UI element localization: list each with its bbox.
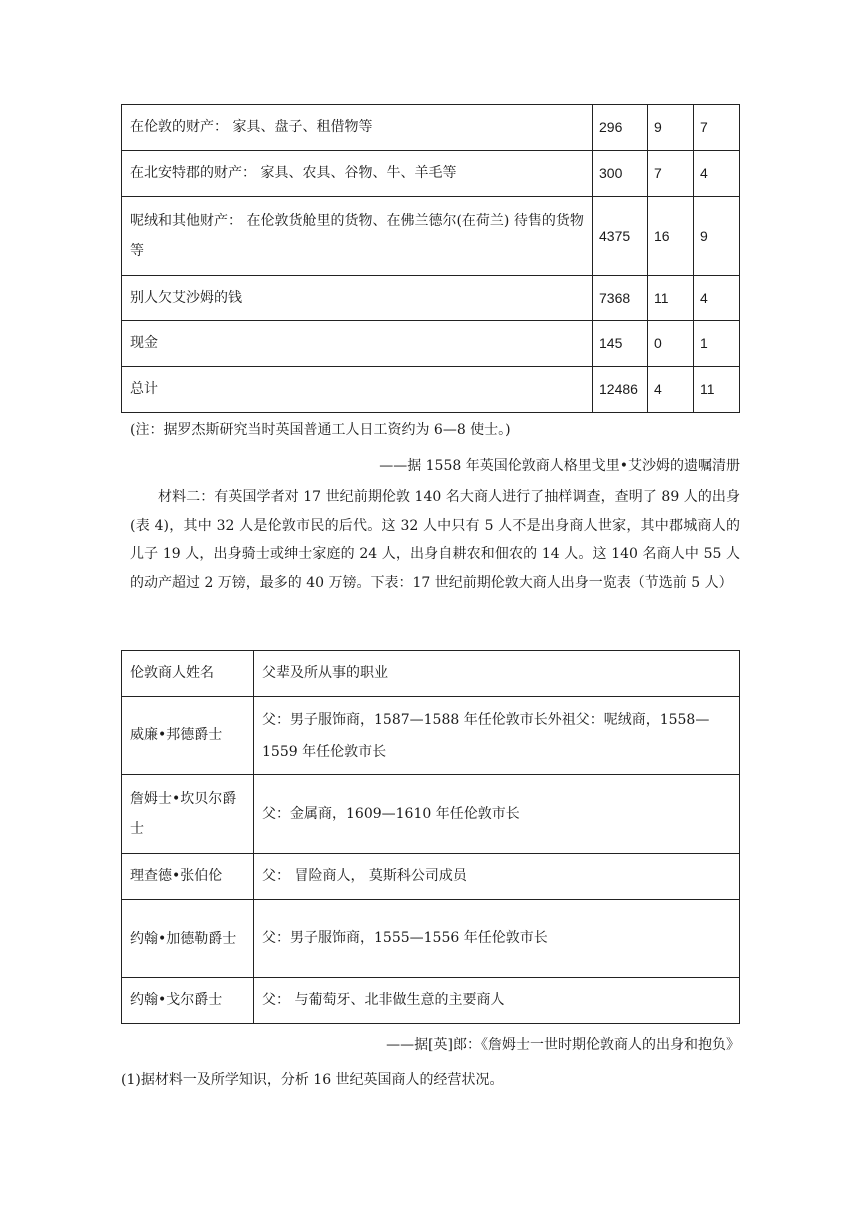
asset-pence: 11 (694, 367, 740, 413)
merchant-name: 詹姆士•坎贝尔爵士 (122, 775, 254, 854)
asset-pounds: 145 (593, 321, 648, 367)
table-row (122, 978, 740, 1024)
asset-item: 在伦敦的财产： 家具、盘子、租借物等 (122, 105, 593, 151)
asset-pounds: 296 (593, 105, 648, 151)
merchant-name: 威廉•邦德爵士 (122, 697, 254, 775)
asset-pence: 1 (694, 321, 740, 367)
table-row (122, 367, 740, 413)
asset-shillings: 11 (648, 276, 694, 321)
asset-pence: 4 (694, 151, 740, 197)
asset-shillings: 7 (648, 151, 694, 197)
merchant-name: 约翰•戈尔爵士 (122, 978, 254, 1024)
question-text: (1)据材料一及所学知识，分析 16 世纪英国商人的经营状况。 (121, 1072, 504, 1088)
asset-shillings: 4 (648, 367, 694, 413)
asset-pence: 9 (694, 197, 740, 276)
merchant-name: 理查德•张伯伦 (122, 854, 254, 900)
merchant-name: 约翰•加德勒爵士 (122, 900, 254, 978)
merchants-table (121, 650, 740, 1024)
asset-pence: 7 (694, 105, 740, 151)
table-header-row (122, 651, 740, 697)
asset-item: 总计 (122, 367, 593, 413)
merchant-occupation: 父： 与葡萄牙、北非做生意的主要商人 (254, 978, 740, 1024)
asset-item: 在北安特郡的财产： 家具、农具、谷物、牛、羊毛等 (122, 151, 593, 197)
asset-item: 现金 (122, 321, 593, 367)
asset-pounds: 4375 (593, 197, 648, 276)
note-text: (注：据罗杰斯研究当时英国普通工人日工资约为 6—8 使士。) (130, 422, 511, 438)
merchant-occupation: 父：金属商，1609—1610 年任伦敦市长 (254, 775, 740, 854)
merchant-occupation: 父： 冒险商人， 莫斯科公司成员 (254, 854, 740, 900)
merchant-occupation: 父：男子服饰商，1555—1556 年任伦敦市长 (254, 900, 740, 978)
asset-pounds: 300 (593, 151, 648, 197)
header-occupation: 父辈及所从事的职业 (254, 651, 740, 697)
asset-item: 呢绒和其他财产： 在伦敦货舱里的货物、在佛兰德尔(在荷兰) 待售的货物等 (122, 197, 593, 276)
asset-item: 别人欠艾沙姆的钱 (122, 276, 593, 321)
table-row (122, 151, 740, 197)
table-row (122, 105, 740, 151)
header-name: 伦敦商人姓名 (122, 651, 254, 697)
table-row (122, 854, 740, 900)
assets-table (121, 104, 740, 413)
material-two-paragraph: 材料二：有英国学者对 17 世纪前期伦敦 140 名大商人进行了抽样调查，查明了 89 人的出身(表 4)，其中 32 人是伦敦市民的后代。这 32 人中只有 5 人不是出身商人世家，其中郡城商人的儿子 19 人，出身骑士或绅士家庭的 24 人，出身自耕农和佃农的 14 人。这 140 名商人中 55 人的动产超过 2 万镑，最多的 40 万镑。下表：17 世纪前期伦敦大商人出身一览表（节选前 5 人） (130, 489, 740, 591)
asset-pence: 4 (694, 276, 740, 321)
source-citation-2: ——据[英]郎：《詹姆士一世时期伦敦商人的出身和抱负》 (386, 1037, 740, 1053)
asset-shillings: 16 (648, 197, 694, 276)
table-row (122, 697, 740, 775)
asset-pounds: 7368 (593, 276, 648, 321)
table-row (122, 775, 740, 854)
asset-shillings: 0 (648, 321, 694, 367)
source-citation-1: ——据 1558 年英国伦敦商人格里戈里•艾沙姆的遗嘱清册 (379, 458, 740, 474)
table-row (122, 321, 740, 367)
table-row (122, 197, 740, 276)
asset-shillings: 9 (648, 105, 694, 151)
asset-pounds: 12486 (593, 367, 648, 413)
table-row (122, 900, 740, 978)
merchant-occupation: 父：男子服饰商，1587—1588 年任伦敦市长外祖父：呢绒商，1558—1559 年任伦敦市长 (254, 697, 740, 775)
table-row (122, 276, 740, 321)
